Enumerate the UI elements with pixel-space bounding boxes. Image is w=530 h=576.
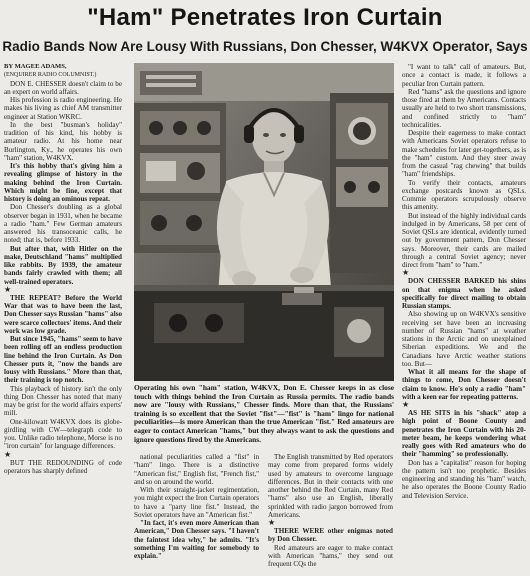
photo-caption: Operating his own "ham" station, W4KVX, Don E. Chesser keeps in as close touch with things behind the Iron Curtain as Russia permits. The radio bands now are "lousy with Russians," Chesser finds. More than that, the Russians' training is so excellent that the Soviet "fist"—"fist" is "ham" lingo for national peculiarities—is more American than the true American "fist." Red amateurs are eager to contact American "hams," but they always want to ask the questions and ignore questions fired by the Americans. bbox=[134, 383, 394, 444]
subheadline: Radio Bands Now Are Lousy With Russians, Don Chesser, W4KVX Operator, Says bbox=[2, 39, 528, 54]
paragraph: Don Chesser's doubling as a global observer began in 1931, when he became a radio "ham." Few German amateurs answered his transoceanic calls, he noted; that is, before 1933. bbox=[4, 203, 122, 245]
paragraph: Despite their eagerness to make contact with Americans Soviet operators refuse to make schedules for later get-togethers, as is the "ham" custom. And they steer away from the casual "rag chewing" that builds "ham" friendships. bbox=[402, 129, 526, 179]
section-divider-star-icon: ★ bbox=[402, 268, 410, 278]
paragraph: In the best "busman's holiday" tradition of his kind, his hobby is amateur radio. At his home near Burlington, Ky., he operates his own "ham" station, W4KVX. bbox=[4, 120, 122, 162]
paragraph: With their straight-jacket regimentation, you might expect the Iron Curtain operators to have a "party line fist." Instead, the Soviet operators have an "American fist." bbox=[134, 486, 259, 519]
paragraph: DON CHESSER BARKED his shins on that enigma when he asked specifically for direct mailing to obtain Russian stamps. bbox=[402, 277, 526, 310]
paragraph: national peculiarities called a "fist" in "ham" lingo. There is a distinctive "American fist," English fist, "French fist," and so on around the world. bbox=[134, 453, 259, 486]
headline: "Ham" Penetrates Iron Curtain bbox=[87, 4, 443, 31]
section-divider-star-icon: ★ bbox=[4, 449, 12, 459]
paragraph: The English transmitted by Red operators may come from prepared forms widely used by amateurs to overcome language differences. But in their contacts with one another behind the Red Curtain, many Red "hams" also use an English, liberally sprinkled with radio jargon borrowed from Americans. bbox=[268, 453, 393, 519]
section-divider-star-icon: ★ bbox=[4, 284, 12, 294]
paragraph: "In fact, it's even more American than American," Don Chesser says. "I haven't the faintest idea why," he admits. "It's something I'm waiting for somebody to explain." bbox=[134, 519, 259, 560]
paragraph: But since 1945, "hams" seem to have been rolling off an endless production line behind the Iron Curtain. As Don Chesser puts it, "now the bands are lousy with Russians." More than that, their training is top notch. bbox=[4, 335, 122, 385]
section-divider-star-icon: ★ bbox=[402, 400, 410, 409]
paragraph: His profession is radio engineering. He makes his living as chief AM transmitter engineer at Station WKRC. bbox=[4, 96, 122, 121]
paragraph: Red "hams" ask the questions and ignore those fired at them by Americans. Contacts usually are held to two short transmissions, and confined strictly to "ham" technicalities. bbox=[402, 87, 526, 129]
paragraph: But after that, with Hitler on the make, Deutschland "hams" multiplied like rabbits. By 1939, the amateur bands fairly crawled with them; all well-trained operators. bbox=[4, 244, 122, 286]
paragraph: One-kilowatt W4KVX does its globe-girdling with CW—telegraph code to you. Unlike radio telephone, Morse is no "iron curtain" for language differences. bbox=[4, 417, 122, 451]
column-1-body bbox=[4, 80, 122, 476]
paragraph: AS HE SITS in his "shack" atop a high point of Boone County and penetrates the Iron Curtain with his 20-meter beam, he keeps wondering what really goes with Red amateurs who do their "hamming" so professionally. bbox=[402, 409, 526, 459]
article-column-2 bbox=[134, 453, 259, 575]
paragraph: What it all means for the shape of things to come, Don Chesser doesn't claim to know. He's only a radio "ham" with a keen ear for repeating patterns. bbox=[402, 368, 526, 401]
paragraph: This playback of history isn't the only thing Don Chesser has noted that many may be grist for the world affairs experts' mill. bbox=[4, 384, 122, 418]
paragraph: It's this hobby that's giving him a revealing glimpse of history in the making behind the Iron Curtain. Which might be fine, except that history is doing an ominous repeat. bbox=[4, 162, 122, 203]
paragraph: DON E. CHESSER doesn't claim to be an expert on world affairs. bbox=[4, 79, 122, 96]
article-column-3 bbox=[268, 453, 393, 575]
paragraph: To verify their contacts, amateurs exchange postcards known as QSLs. Commie operators scrupulously observe this amenity. bbox=[402, 178, 526, 212]
article-column-1 bbox=[4, 63, 122, 575]
paragraph: Also showing up on W4KVX's sensitive receiving set have been an increasing number of Russian "hams" at weather stations in the Arctic and on unexplained Siberian expeditions. We and the Canadians have Arctic weather stations too. But— bbox=[402, 310, 526, 368]
paragraph: Red amateurs are eager to make contact with American "hams," they send out frequent CQs the bbox=[268, 543, 393, 568]
article-column-4 bbox=[402, 63, 526, 575]
byline-credit: (ENQUIRER RADIO COLUMNIST.) bbox=[4, 72, 97, 79]
paragraph: "I want to talk" call of amateurs. But, once a contact is made, it follows a peculiar Iron Curtain pattern. bbox=[402, 63, 526, 88]
section-divider-star-icon: ★ bbox=[268, 518, 276, 527]
photo-operator-at-radio-station bbox=[134, 63, 394, 381]
paragraph: But instead of the highly individual cards indulged in by Americans, 58 per cent of Soviet QSLs are identical, evidently turned out by government pattern, Don Chesser says. Moreover, their cards are mailed through a central Soviet agency; never direct from "ham" to "ham." bbox=[402, 211, 526, 269]
paragraph: Don has a "capitalist" reason for hoping the pattern isn't too prophetic. Besides engineering and standing his "ham" watch, he also operates the Boone County Radio and Television Service. bbox=[402, 458, 526, 500]
byline: BY MAGEE ADAMS, bbox=[4, 63, 67, 70]
paragraph: BUT THE REDOUNDING of code operators has sharply defined bbox=[4, 458, 122, 475]
paragraph: THERE WERE other enigmas noted by Don Chesser. bbox=[268, 527, 393, 544]
paragraph: THE REPEAT? Before the World War that was to have been the last, Don Chesser says Russian "hams" also were scarce collectors' items. And their work was low grade. bbox=[4, 293, 122, 335]
